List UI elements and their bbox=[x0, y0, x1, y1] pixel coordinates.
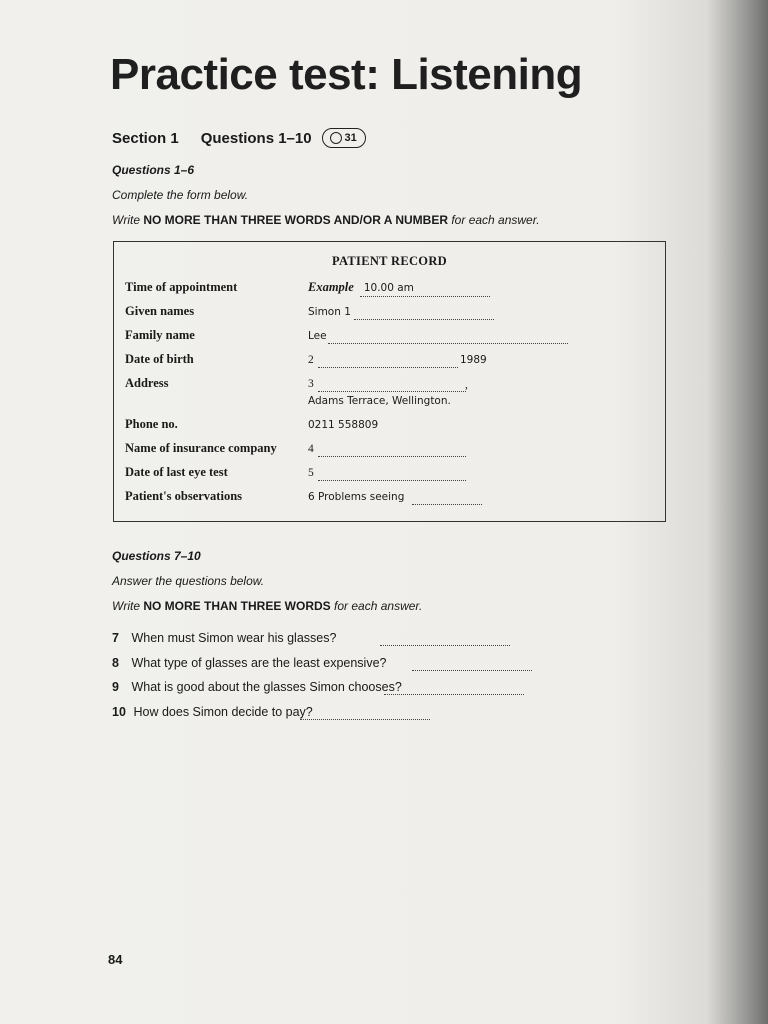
row-label-dob: Date of birth bbox=[125, 352, 194, 366]
form-title: PATIENT RECORD bbox=[332, 254, 447, 268]
answer-line-3[interactable] bbox=[318, 391, 466, 392]
row-label-family-name: Family name bbox=[125, 328, 195, 342]
phone-value: 0211 558809 bbox=[308, 419, 379, 431]
question-text: How does Simon decide to pay? bbox=[133, 705, 313, 719]
track-number: 31 bbox=[344, 132, 357, 144]
appointment-time: 10.00 am bbox=[363, 282, 414, 294]
family-name-value: Lee bbox=[308, 330, 327, 342]
section-heading bbox=[112, 128, 366, 148]
part1-instruction: Complete the form below. bbox=[112, 188, 249, 202]
address-question-number: 3 bbox=[308, 378, 314, 390]
row-label-insurance: Name of insurance company bbox=[125, 441, 277, 455]
row-label-given-names: Given names bbox=[125, 304, 195, 318]
given-names-value: Simon 1 bbox=[308, 306, 351, 318]
cd-disc-icon bbox=[330, 132, 342, 144]
part2-word-limit bbox=[112, 599, 422, 613]
answer-line-5[interactable] bbox=[318, 480, 466, 481]
answer-line-4[interactable] bbox=[318, 456, 466, 457]
answer-line-10[interactable] bbox=[300, 719, 430, 720]
dob-year: 1989 bbox=[460, 354, 487, 366]
question-9 bbox=[112, 680, 402, 694]
answer-line bbox=[360, 296, 490, 297]
answer-line-7[interactable] bbox=[380, 645, 510, 646]
audio-track-icon bbox=[322, 128, 366, 148]
answer-line bbox=[328, 343, 568, 344]
example-label: Example bbox=[308, 280, 354, 294]
question-number: 10 bbox=[112, 705, 126, 719]
word-limit-bold: NO MORE THAN THREE WORDS AND/OR A NUMBER bbox=[143, 213, 449, 227]
insurance-question-number: 4 bbox=[308, 443, 314, 455]
part2-instruction: Answer the questions below. bbox=[112, 574, 265, 588]
question-text: When must Simon wear his glasses? bbox=[131, 631, 337, 645]
row-label-address: Address bbox=[125, 376, 169, 390]
row-value-appointment bbox=[308, 280, 414, 295]
question-text: What type of glasses are the least expensive? bbox=[131, 656, 387, 670]
row-label-phone: Phone no. bbox=[125, 417, 178, 431]
patient-record-form bbox=[113, 241, 666, 522]
part1-word-limit bbox=[112, 213, 540, 227]
page-title: Practice test: Listening bbox=[110, 50, 583, 99]
address-comma: , bbox=[465, 379, 468, 391]
row-label-appointment: Time of appointment bbox=[125, 280, 238, 294]
word-limit-pre: Write bbox=[112, 599, 144, 613]
answer-line-2[interactable] bbox=[318, 367, 458, 368]
question-10 bbox=[112, 705, 313, 719]
address-street: Adams Terrace, Wellington. bbox=[308, 395, 451, 407]
question-text: What is good about the glasses Simon chooses? bbox=[131, 680, 402, 694]
dob-question-number: 2 bbox=[308, 354, 314, 366]
section-label: Section 1 bbox=[112, 129, 179, 147]
word-limit-bold: NO MORE THAN THREE WORDS bbox=[143, 599, 331, 613]
question-number: 8 bbox=[112, 656, 119, 670]
word-limit-post: for each answer. bbox=[330, 599, 423, 613]
answer-line-9[interactable] bbox=[384, 694, 524, 695]
answer-line-8[interactable] bbox=[412, 670, 532, 671]
question-number: 9 bbox=[112, 680, 119, 694]
word-limit-pre: Write bbox=[112, 213, 144, 227]
section-questions: Questions 1–10 bbox=[200, 129, 312, 147]
part2-heading: Questions 7–10 bbox=[112, 549, 201, 563]
answer-line-1[interactable] bbox=[354, 319, 494, 320]
word-limit-post: for each answer. bbox=[448, 213, 540, 227]
row-label-eye-test: Date of last eye test bbox=[125, 465, 228, 479]
eye-test-question-number: 5 bbox=[308, 467, 314, 479]
row-label-observations: Patient's observations bbox=[125, 489, 243, 503]
answer-line-6[interactable] bbox=[412, 504, 482, 505]
question-number: 7 bbox=[112, 631, 119, 645]
observations-value: 6 Problems seeing bbox=[308, 491, 405, 503]
question-7 bbox=[112, 631, 336, 645]
page-number: 84 bbox=[108, 952, 123, 967]
part1-heading: Questions 1–6 bbox=[112, 163, 195, 177]
question-8 bbox=[112, 656, 387, 670]
